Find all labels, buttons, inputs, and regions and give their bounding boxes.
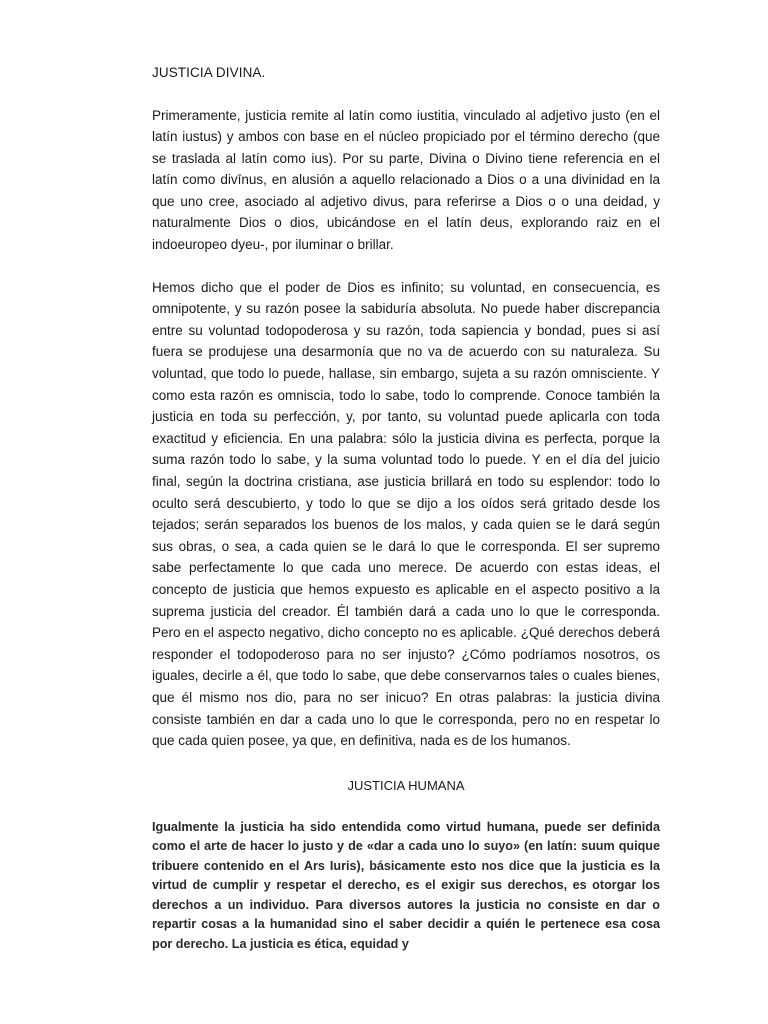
document-title: JUSTICIA DIVINA. [152, 65, 266, 80]
document-page [152, 62, 660, 954]
section-heading-human-justice: JUSTICIA HUMANA [347, 777, 465, 793]
paragraph-divine-justice: Hemos dicho que el poder de Dios es infinito; su voluntad, en consecuencia, es omnipotente, y su razón posee la sabiduría absoluta. No puede haber discrepancia entre su voluntad todopoderosa y su razón, toda sapiencia y bondad, pues si así fuera se produjese una desarmonía que no va de acuerdo con su naturaleza. Su voluntad, que todo lo puede, hallase, sin embargo, sujeta a su razón omnisciente. Y como esta razón es omniscia, todo lo sabe, todo lo comprende. Conoce también la justicia en toda su perfección, y, por tanto, su voluntad puede aplicarla con toda exactitud y eficiencia. En una palabra: sólo la justicia divina es perfecta, porque la suma razón todo lo sabe, y la suma voluntad todo lo puede. Y en el día del juicio final, según la doctrina cristiana, ase justicia brillará en todo su esplendor: todo lo oculto será descubierto, y todo lo que se dijo a los oídos será gritado desde los tejados; serán separados los buenos de los malos, y cada quien se le dará según sus obras, o sea, a cada quien se le dará lo que le corresponda. El ser supremo sabe perfectamente lo que cada uno merece. De acuerdo con estas ideas, el concepto de justicia que hemos expuesto es aplicable en el aspecto positivo a la suprema justicia del creador. Él también dará a cada uno lo que le corresponda. Pero en el aspecto negativo, dicho concepto no es aplicable. ¿Qué derechos deberá responder el todopoderoso para no ser injusto? ¿Cómo podríamos nosotros, os iguales, decirle a él, que todo lo sabe, que debe conservarnos tales o cuales bienes, que él mismo nos dio, para no ser inicuo? En otras palabras: la justicia divina consiste también en dar a cada uno lo que le corresponda, pero no en respetar lo que cada quien posee, ya que, en definitiva, nada es de los humanos. [152, 279, 660, 749]
paragraph-human-justice: Igualmente la justicia ha sido entendida como virtud humana, puede ser definida como el arte de hacer lo justo y de «dar a cada uno lo suyo» (en latín: suum quique tribuere contenido en el Ars Iuris), básicamente esto nos dice que la justicia es la virtud de cumplir y respetar el derecho, es el exigir sus derechos, es otorgar los derechos a un individuo. Para diversos autores la justicia no consiste en dar o repartir cosas a la humanidad sino el saber decidir a quién le pertenece esa cosa por derecho. La justicia es ética, equidad y [152, 819, 660, 951]
paragraph-etymology: Primeramente, justicia remite al latín como iustitia, vinculado al adjetivo justo (en el latín iustus) y ambos con base en el núcleo propiciado por el término derecho (que se traslada al latín como ius). Por su parte, Divina o Divino tiene referencia en el latín como divīnus, en alusión a aquello relacionado a Dios o a una divinidad en la que uno cree, asociado al adjetivo divus, para referirse a Dios o o una deidad, y naturalmente Dios o dios, ubicándose en el latín deus, explorando raiz en el indoeuropeo dyeu-, por iluminar o brillar. [152, 107, 660, 253]
